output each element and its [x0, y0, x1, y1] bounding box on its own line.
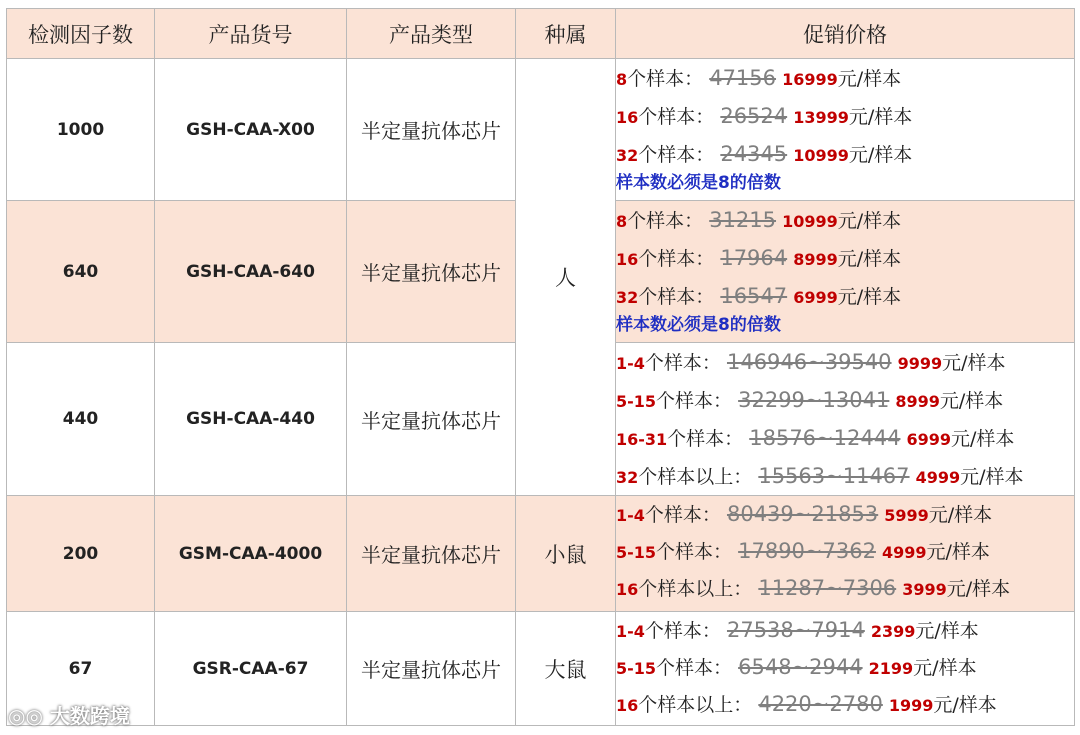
promo-price-cell — [616, 496, 1075, 612]
header-species: 种属 — [516, 9, 616, 59]
species-rat: 大鼠 — [516, 612, 616, 726]
table-row — [7, 496, 1075, 612]
factor-count: 640 — [7, 201, 155, 343]
header-sku: 产品货号 — [155, 9, 347, 59]
header-row — [7, 9, 1075, 59]
price-line: 1-4个样本： 27538~7914 2399元/样本 — [616, 618, 979, 642]
header-type: 产品类型 — [347, 9, 516, 59]
price-line: 16个样本： 26524 13999元/样本 — [616, 104, 913, 128]
factor-count: 440 — [7, 343, 155, 496]
price-line: 32个样本： 16547 6999元/样本 — [616, 284, 902, 308]
price-line: 16-31个样本： 18576~12444 6999元/样本 — [616, 426, 1015, 450]
header-count: 检测因子数 — [7, 9, 155, 59]
price-line: 5-15个样本： 32299~13041 8999元/样本 — [616, 388, 1004, 412]
price-line: 1-4个样本： 146946~39540 9999元/样本 — [616, 350, 1006, 374]
price-line: 16个样本： 17964 8999元/样本 — [616, 246, 902, 270]
sample-note: 样本数必须是8的倍数 — [616, 315, 781, 335]
factor-count: 200 — [7, 496, 155, 612]
price-line: 1-4个样本： 80439~21853 5999元/样本 — [616, 502, 993, 526]
watermark-text: 大数跨境 — [49, 704, 130, 728]
product-type: 半定量抗体芯片 — [347, 59, 516, 201]
species-mouse: 小鼠 — [516, 496, 616, 612]
species-human: 人 — [516, 59, 616, 496]
product-type: 半定量抗体芯片 — [347, 612, 516, 726]
product-sku: GSH-CAA-X00 — [155, 59, 347, 201]
table-row — [7, 612, 1075, 726]
product-type: 半定量抗体芯片 — [347, 343, 516, 496]
product-sku: GSM-CAA-4000 — [155, 496, 347, 612]
price-line: 8个样本： 47156 16999元/样本 — [616, 66, 902, 90]
watermark-logo-icon: ◎◎ — [8, 704, 43, 728]
promo-price-cell — [616, 59, 1075, 201]
promo-price-cell — [616, 612, 1075, 726]
table-row — [7, 59, 1075, 201]
header-promo: 促销价格 — [616, 9, 1075, 59]
promo-price-cell — [616, 343, 1075, 496]
product-type: 半定量抗体芯片 — [347, 496, 516, 612]
product-type: 半定量抗体芯片 — [347, 201, 516, 343]
promo-price-cell — [616, 201, 1075, 343]
price-line: 16个样本以上： 4220~2780 1999元/样本 — [616, 692, 997, 716]
watermark — [8, 700, 130, 729]
price-line: 32个样本以上： 15563~11467 4999元/样本 — [616, 464, 1024, 488]
factor-count: 1000 — [7, 59, 155, 201]
product-sku: GSR-CAA-67 — [155, 612, 347, 726]
price-line: 8个样本： 31215 10999元/样本 — [616, 208, 902, 232]
product-sku: GSH-CAA-640 — [155, 201, 347, 343]
product-sku: GSH-CAA-440 — [155, 343, 347, 496]
price-table — [6, 8, 1075, 726]
factor-count: 67 — [7, 612, 155, 726]
price-line: 32个样本： 24345 10999元/样本 — [616, 142, 913, 166]
price-line: 5-15个样本： 6548~2944 2199元/样本 — [616, 655, 977, 679]
sample-note: 样本数必须是8的倍数 — [616, 173, 781, 193]
price-line: 16个样本以上： 11287~7306 3999元/样本 — [616, 576, 1011, 600]
price-line: 5-15个样本： 17890~7362 4999元/样本 — [616, 539, 990, 563]
